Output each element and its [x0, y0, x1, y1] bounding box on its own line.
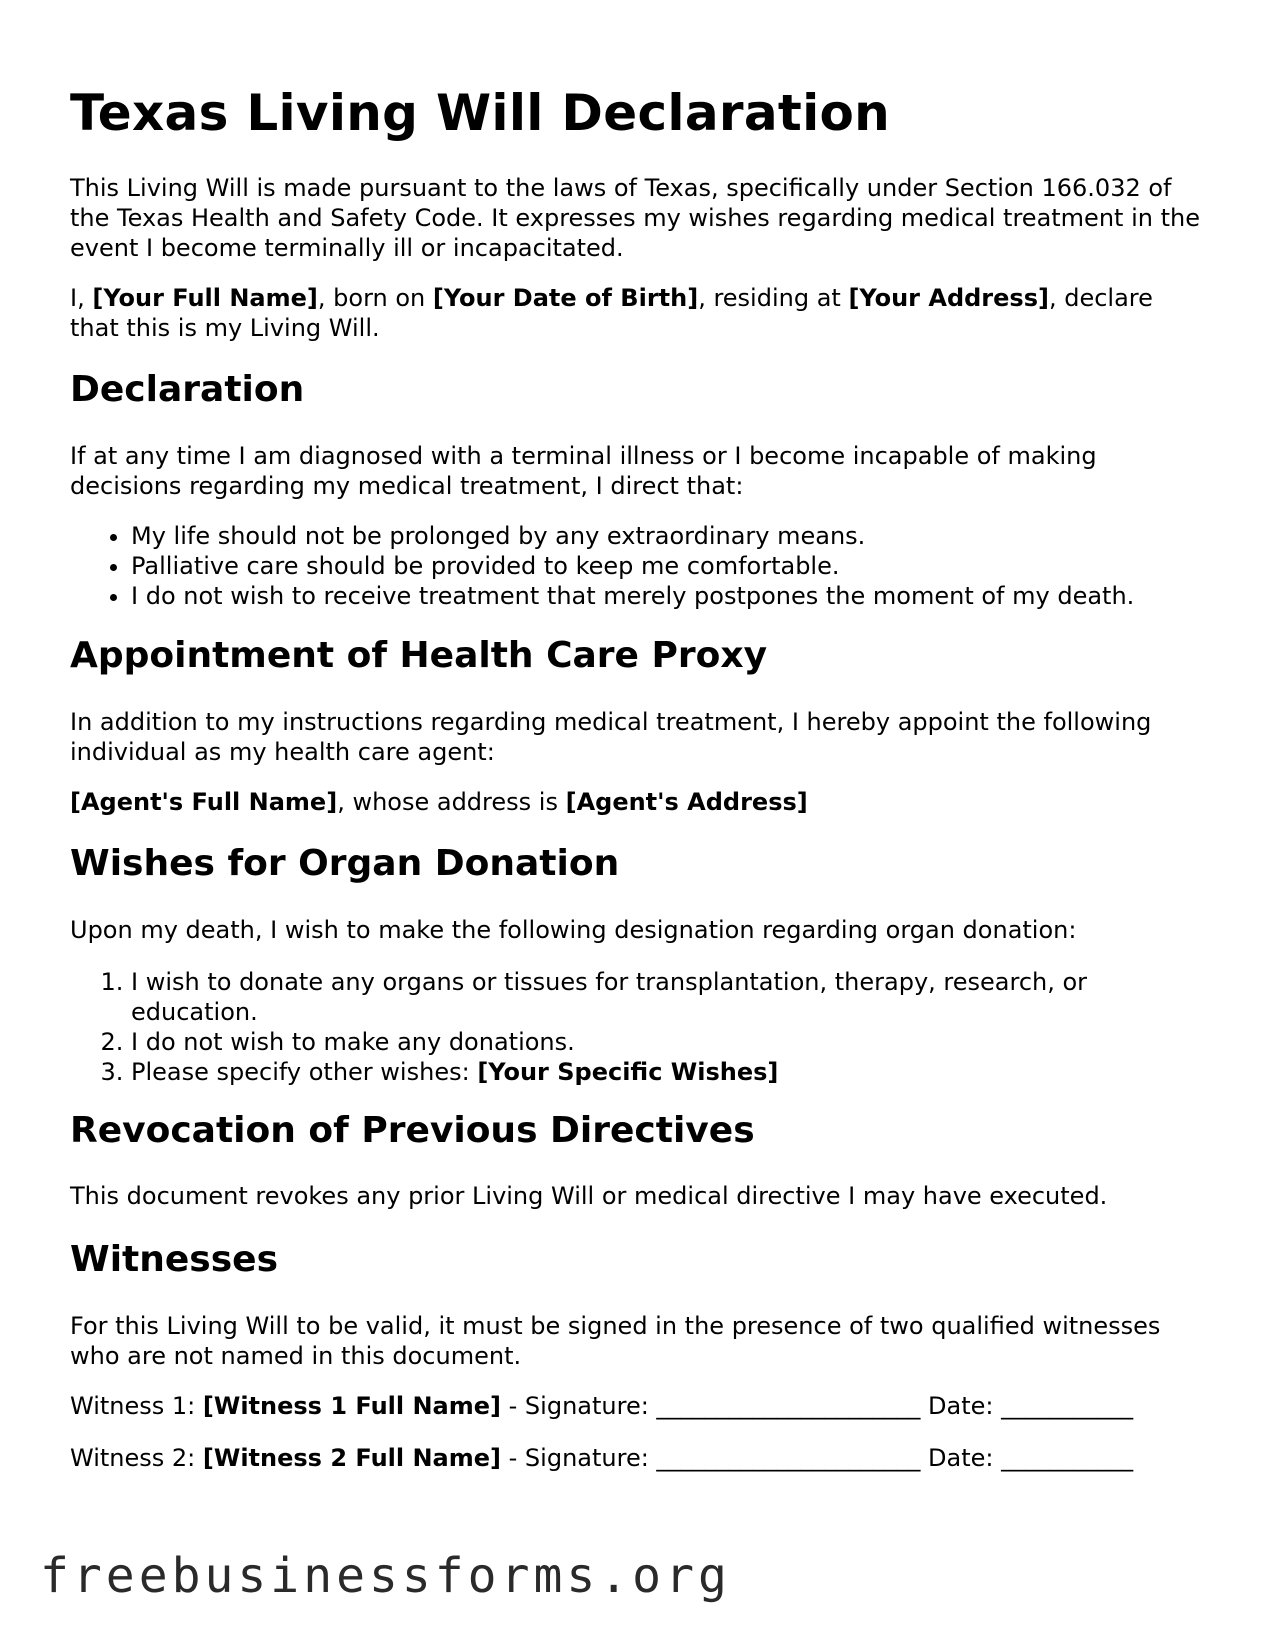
organ-heading: Wishes for Organ Donation	[70, 843, 620, 884]
list-item: • I do not wish to receive treatment that merely postpones the moment of my death.	[131, 581, 1200, 611]
address-field: [Your Address]	[848, 284, 1049, 312]
witness-2-name-field: [Witness 2 Full Name]	[202, 1444, 502, 1472]
witness-1-name-field: [Witness 1 Full Name]	[202, 1392, 502, 1420]
organ-list	[70, 967, 1200, 1087]
list-item: 3. Please specify other wishes: [Your Specific Wishes]	[131, 1057, 1200, 1087]
declaration-paragraph: If at any time I am diagnosed with a terminal illness or I become incapable of making decisions regarding my medical treatment, I direct that:	[70, 442, 1097, 500]
signature-date-line: - Signature: ______________________ Date: ___________	[501, 1392, 1134, 1420]
list-item: 1. I wish to donate any organs or tissues for transplantation, therapy, research, or education.	[131, 967, 1200, 1027]
identity-paragraph: I, [Your Full Name], born on [Your Date of Birth], residing at [Your Address], declare that this is my Living Will.	[70, 284, 1153, 342]
witnesses-paragraph: For this Living Will to be valid, it must be signed in the presence of two qualified witnesses who are not named in this document.	[70, 1312, 1161, 1370]
signature-date-line: - Signature: ______________________ Date: ___________	[501, 1444, 1134, 1472]
agent-address-field: [Agent's Address]	[565, 788, 808, 816]
specific-wishes-field: [Your Specific Wishes]	[477, 1058, 779, 1086]
list-item: • Palliative care should be provided to keep me comfortable.	[131, 551, 1200, 581]
dob-field: [Your Date of Birth]	[432, 284, 699, 312]
proxy-heading: Appointment of Health Care Proxy	[70, 635, 768, 676]
revocation-heading: Revocation of Previous Directives	[70, 1110, 755, 1151]
declaration-list	[70, 521, 1200, 611]
proxy-paragraph: In addition to my instructions regarding medical treatment, I hereby appoint the following individual as my health care agent:	[70, 708, 1152, 766]
watermark: freebusinessforms.org	[40, 1548, 731, 1604]
page-title: Texas Living Will Declaration	[70, 84, 891, 142]
intro-paragraph: This Living Will is made pursuant to the laws of Texas, specifically under Section 166.032 of the Texas Health and Safety Code. It expresses my wishes regarding medical treatment in the event I become terminally ill or incapacitated.	[70, 174, 1200, 262]
witnesses-heading: Witnesses	[70, 1239, 279, 1280]
declaration-heading: Declaration	[70, 369, 305, 410]
list-item: 2. I do not wish to make any donations.	[131, 1027, 1200, 1057]
agent-name-field: [Agent's Full Name]	[70, 788, 338, 816]
full-name-field: [Your Full Name]	[92, 284, 318, 312]
list-item: • My life should not be prolonged by any extraordinary means.	[131, 521, 1200, 551]
organ-paragraph: Upon my death, I wish to make the following designation regarding organ donation:	[70, 916, 1077, 944]
witness-2-line: Witness 2: [Witness 2 Full Name] - Signature: ______________________ Date: ___________	[70, 1444, 1134, 1472]
revocation-paragraph: This document revokes any prior Living Will or medical directive I may have executed.	[70, 1182, 1108, 1210]
agent-line: [Agent's Full Name], whose address is [Agent's Address]	[70, 788, 808, 816]
witness-1-line: Witness 1: [Witness 1 Full Name] - Signature: ______________________ Date: ___________	[70, 1392, 1134, 1420]
